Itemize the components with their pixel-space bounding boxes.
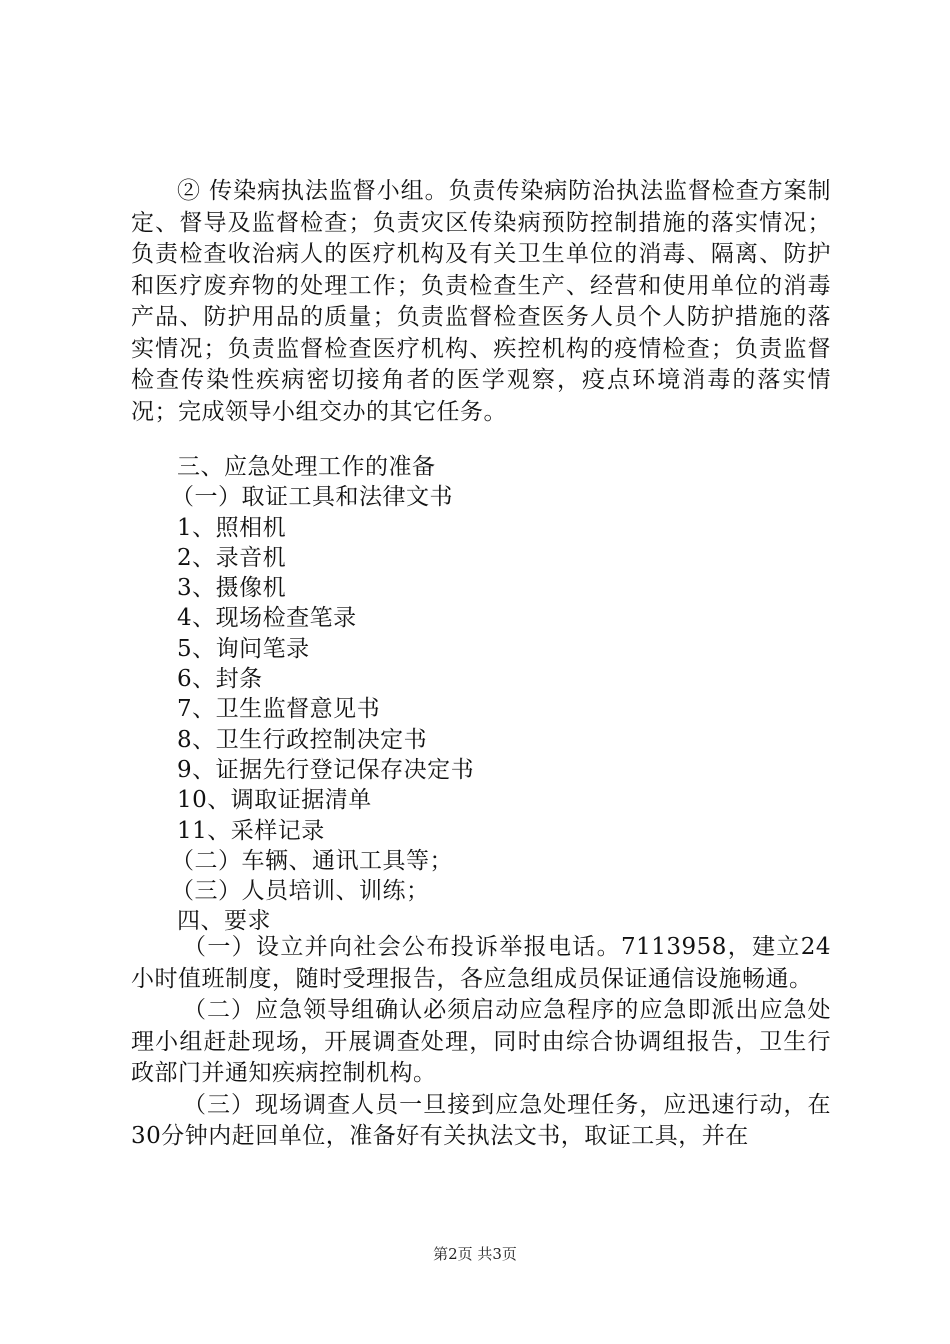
section-requirements — [131, 932, 831, 1153]
page-footer: 第2页 共3页 — [433, 1245, 517, 1263]
list-item: 1、照相机 — [177, 514, 287, 541]
paragraph-enforcement-group: ② 传染病执法监督小组。负责传染病防治执法监督检查方案制定、督导及监督检查；负责灾区传染病预防控制措施的落实情况；负责检查收治病人的医疗机构及有关卫生单位的消毒、隔离、防护和医疗废弃物的处理工作；负责检查生产、经营和使用单位的消毒产品、防护用品的质量；负责监督检查医务人员个人防护措施的落实情况；负责监督检查医疗机构、疾控机构的疫情检查；负责监督检查传染性疾病密切接角者的医学观察，疫点环境消毒的落实情况；完成领导小组交办的其它任务。 — [131, 178, 831, 425]
section-3-sub-2: （二）车辆、通讯工具等； — [171, 847, 453, 874]
list-item: 4、现场检查笔录 — [177, 605, 357, 632]
requirement-paragraph-1: （一）设立并向社会公布投诉举报电话。7113958，建立24小时值班制度，随时受理报告，各应急组成员保证通信设施畅通。 — [131, 934, 831, 992]
list-item: 7、卫生监督意见书 — [177, 696, 381, 723]
list-item: 5、询问笔录 — [177, 635, 310, 662]
paragraph-block-1 — [131, 176, 831, 428]
list-item: 8、卫生行政控制决定书 — [177, 726, 428, 753]
list-item: 9、证据先行登记保存决定书 — [177, 756, 475, 783]
section-preparation — [131, 452, 831, 937]
list-item: 6、封条 — [177, 666, 263, 693]
section-4-heading: 四、要求 — [177, 908, 271, 935]
section-3-sub-1: （一）取证工具和法律文书 — [171, 484, 453, 511]
list-item: 11、采样记录 — [177, 817, 325, 844]
list-item: 2、录音机 — [177, 544, 287, 571]
requirement-paragraph-2: （二）应急领导组确认必须启动应急程序的应急即派出应急处理小组赶赴现场，开展调查处理，同时由综合协调组报告，卫生行政部门并通知疾病控制机构。 — [131, 997, 831, 1086]
section-3-heading: 三、应急处理工作的准备 — [177, 454, 436, 480]
list-item: 10、调取证据清单 — [177, 787, 372, 814]
requirement-paragraph-3: （三）现场调查人员一旦接到应急处理任务，应迅速行动，在30分钟内赶回单位，准备好有关执法文书，取证工具，并在 — [131, 1091, 831, 1149]
list-item: 3、摄像机 — [177, 575, 287, 602]
section-3-sub-3: （三）人员培训、训练； — [171, 878, 430, 905]
